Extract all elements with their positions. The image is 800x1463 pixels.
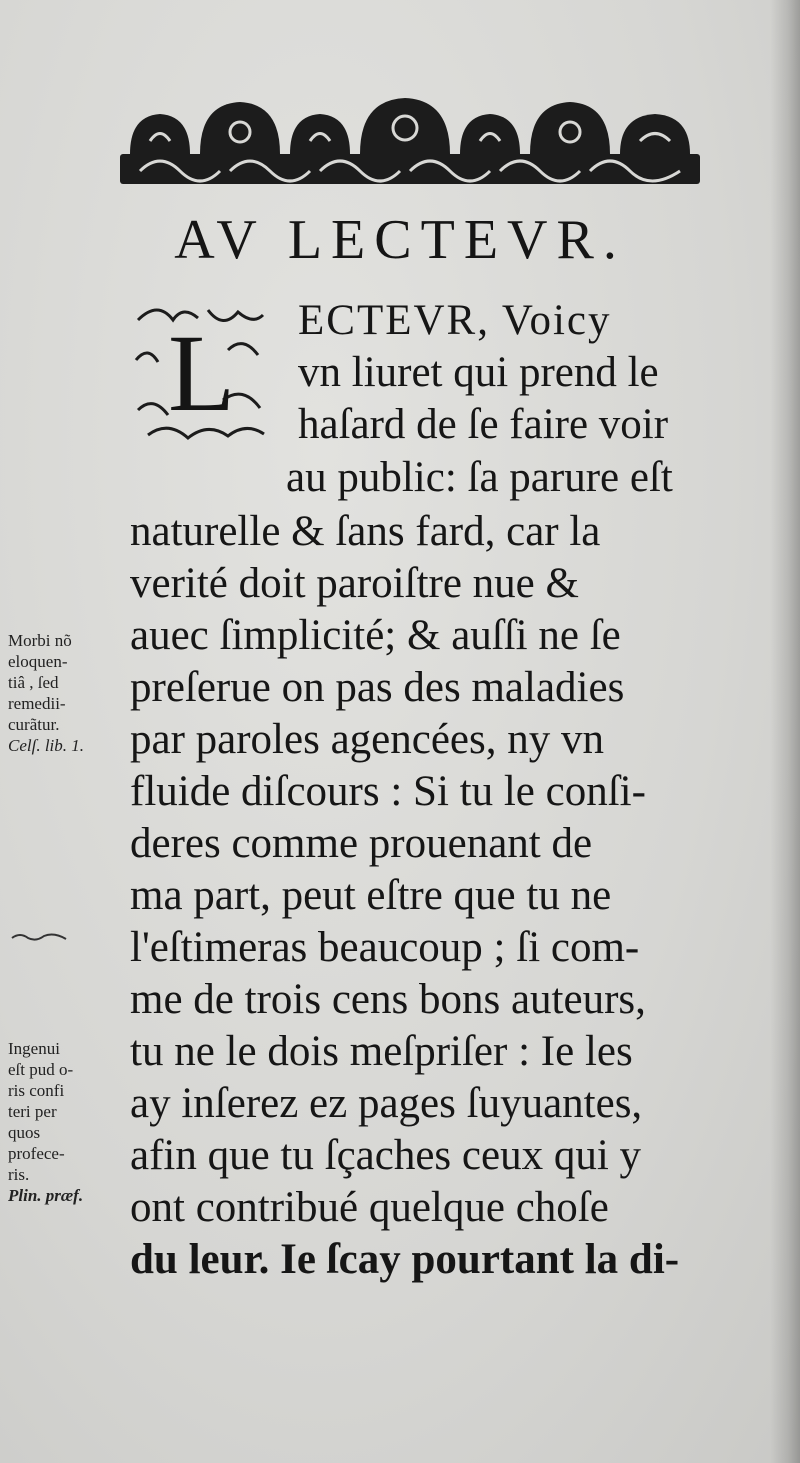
initial-letter-glyph: L <box>168 312 236 434</box>
text-line-10: fluide diſcours : Si tu le conſi- <box>130 768 646 815</box>
text-line-1: ECTEVR, Voicy <box>298 297 612 344</box>
margin-note-pliny <box>8 1038 83 1206</box>
margin-note-line: ris. <box>8 1165 30 1184</box>
headpiece-ornament <box>120 96 700 188</box>
text-line-17: afin que tu ſçaches ceux qui y <box>130 1132 642 1179</box>
margin-note-citation: Plin. præf. <box>8 1186 84 1205</box>
margin-note-line: Morbi nõ <box>8 631 72 650</box>
margin-note-line: teri per <box>8 1102 57 1121</box>
text-line-16: ay inſerez ez pages ſuyuantes, <box>130 1080 643 1127</box>
margin-note-line: curãtur. <box>8 715 60 734</box>
text-line-11: deres comme prouenant de <box>130 820 593 867</box>
text-line-6: verité doit paroiſtre nue & <box>130 560 579 607</box>
text-line-3: haſard de ſe faire voir <box>298 401 669 448</box>
text-line-2: vn liuret qui prend le <box>298 349 659 396</box>
text-line-4: au public: ſa parure eſt <box>286 454 673 501</box>
margin-note-citation: Celſ. lib. 1. <box>8 736 85 755</box>
margin-note-celsus <box>8 630 84 756</box>
text-line-8: preſerue on pas des maladies <box>130 664 625 711</box>
margin-note-line: eloquen- <box>8 652 68 671</box>
margin-note-line: ris confi <box>8 1081 65 1100</box>
ink-mark <box>10 930 70 944</box>
text-line-19: du leur. Ie ſcay pourtant la di- <box>130 1236 680 1283</box>
margin-note-line: quos <box>8 1123 41 1142</box>
decorated-initial-letter <box>128 300 270 442</box>
text-line-7: auec ſimplicité; & auſſi ne ſe <box>130 612 621 659</box>
margin-note-line: tiâ , ſed <box>8 673 59 692</box>
margin-note-line: eſt pud o- <box>8 1060 74 1079</box>
text-line-15: tu ne le dois meſpriſer : Ie les <box>130 1028 633 1075</box>
text-line-5: naturelle & ſans fard, car la <box>130 508 601 555</box>
margin-note-line: Ingenui <box>8 1039 60 1058</box>
text-line-14: me de trois cens bons auteurs, <box>130 976 646 1023</box>
text-line-18: ont contribué quelque choſe <box>130 1184 609 1231</box>
margin-note-line: profece- <box>8 1144 65 1163</box>
text-line-13: l'eſtimeras beaucoup ; ſi com- <box>130 924 640 971</box>
text-line-12: ma part, peut eſtre que tu ne <box>130 872 612 919</box>
margin-note-line: remedii- <box>8 694 66 713</box>
text-line-9: par paroles agencées, ny vn <box>130 716 604 763</box>
page-title: AV LECTEVR. <box>174 209 626 271</box>
